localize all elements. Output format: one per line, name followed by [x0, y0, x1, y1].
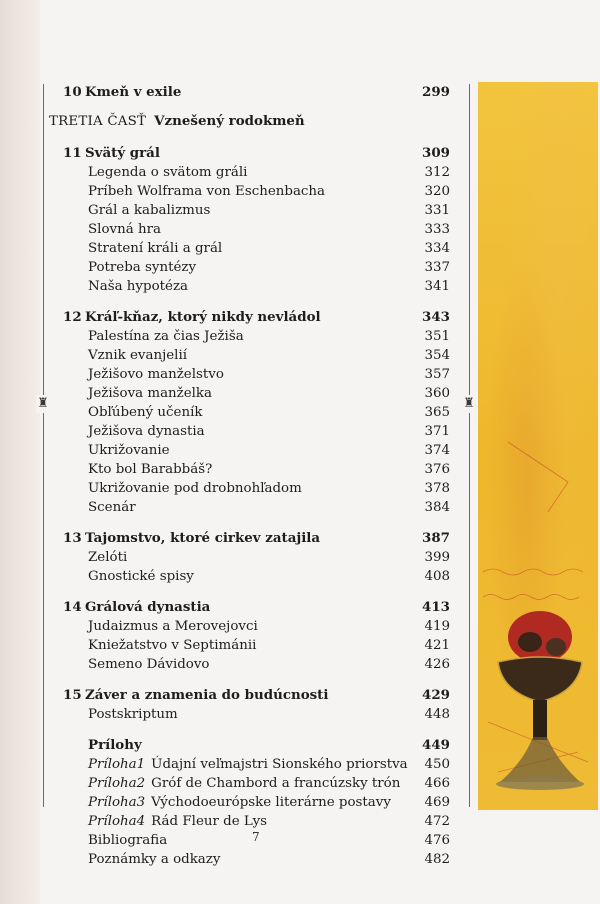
- toc-appendix-row[interactable]: [48, 755, 450, 774]
- bell-pin-icon: ♜: [463, 396, 475, 411]
- section-title: Stratení králi a grál: [88, 241, 223, 256]
- page-number: 365: [424, 405, 450, 420]
- toc-appendix-row[interactable]: [48, 812, 450, 831]
- page-number: 360: [424, 386, 450, 401]
- page-number: 357: [424, 367, 450, 382]
- toc-appendix-row[interactable]: [48, 774, 450, 793]
- toc-section-row[interactable]: [48, 498, 450, 517]
- section-title: Obľúbený učeník: [88, 405, 203, 420]
- chapter-title: Záver a znamenia do budúcnosti: [85, 687, 329, 703]
- page-number: 354: [424, 348, 450, 363]
- toc-part-heading: [48, 110, 450, 132]
- section-title: Vznik evanjelií: [88, 348, 188, 363]
- bell-pin-icon: ♜: [37, 396, 49, 411]
- section-title: Judaizmus a Merovejovci: [88, 619, 258, 634]
- section-title: Ježišova dynastia: [88, 424, 205, 439]
- section-title: Gnostické spisy: [88, 569, 194, 584]
- chapter-number: 11: [63, 145, 82, 161]
- toc-section-row[interactable]: [48, 422, 450, 441]
- page-number: 384: [424, 500, 450, 515]
- appendix-label: Príloha4: [88, 814, 146, 829]
- toc-section-row[interactable]: [48, 327, 450, 346]
- chapter-number: 15: [63, 687, 82, 703]
- chapter-number: 10: [63, 84, 82, 100]
- page-number: 320: [424, 184, 450, 199]
- section-title: Naša hypotéza: [88, 279, 188, 294]
- toc-chapter-row[interactable]: [48, 144, 450, 163]
- chapter-number: 13: [63, 530, 82, 546]
- part-label: TRETIA ČASŤ: [49, 114, 147, 129]
- decorative-image-strip: [478, 82, 598, 810]
- appendix-title: Gróf de Chambord a francúzsky trón: [151, 776, 401, 791]
- toc-section-row[interactable]: [48, 850, 450, 869]
- toc-section-row[interactable]: [48, 617, 450, 636]
- page-number: 421: [424, 638, 450, 653]
- section-title: Ukrižovanie pod drobnohľadom: [88, 481, 302, 496]
- toc-section-row[interactable]: [48, 655, 450, 674]
- page-number: 343: [422, 309, 450, 325]
- chapter-title: Kmeň v exile: [85, 84, 182, 100]
- page-number: 476: [424, 833, 450, 848]
- right-border-rule: [469, 84, 470, 807]
- chapter-title: Tajomstvo, ktoré cirkev zatajila: [85, 530, 321, 546]
- page-folio-number: 7: [252, 830, 260, 844]
- section-title: Scenár: [88, 500, 136, 515]
- page-number: 448: [424, 707, 450, 722]
- toc-chapter-row[interactable]: [48, 686, 450, 705]
- section-title: Ježišovo manželstvo: [88, 367, 224, 382]
- page-number: 371: [424, 424, 450, 439]
- section-title: Ukrižovanie: [88, 443, 170, 458]
- section-title: Kniežatstvo v Septimánii: [88, 638, 257, 653]
- toc-appendix-row[interactable]: [48, 793, 450, 812]
- appendix-label: Príloha3: [88, 795, 146, 810]
- toc-section-row[interactable]: [48, 239, 450, 258]
- page-number: 482: [424, 852, 450, 867]
- page-number: 408: [424, 569, 450, 584]
- page-number: 337: [424, 260, 450, 275]
- page-number: 466: [424, 776, 450, 791]
- toc-section-row[interactable]: [48, 384, 450, 403]
- table-of-contents: [48, 83, 450, 869]
- section-title: Potreba syntézy: [88, 260, 197, 275]
- section-title: Poznámky a odkazy: [88, 852, 221, 867]
- toc-section-row[interactable]: [48, 277, 450, 296]
- page-number: 472: [424, 814, 450, 829]
- page-number: 374: [424, 443, 450, 458]
- chapter-title: Svätý grál: [85, 145, 160, 161]
- page-number: 387: [422, 530, 450, 546]
- page-number: 376: [424, 462, 450, 477]
- part-name: Vznešený rodokmeň: [154, 113, 305, 129]
- toc-chapter-row[interactable]: [48, 529, 450, 548]
- page-number: 449: [422, 737, 450, 753]
- section-title: Palestína za čias Ježiša: [88, 329, 244, 344]
- toc-section-row[interactable]: [48, 567, 450, 586]
- toc-section-row[interactable]: [48, 365, 450, 384]
- toc-chapter-row[interactable]: [48, 83, 450, 102]
- chapter-title: Kráľ-kňaz, ktorý nikdy nevládol: [85, 309, 321, 325]
- toc-section-row[interactable]: [48, 441, 450, 460]
- section-title: Kto bol Barabbáš?: [88, 462, 213, 477]
- appendix-title: Východoeurópske literárne postavy: [151, 795, 391, 810]
- section-title: Ježišova manželka: [88, 386, 213, 401]
- chapter-number: 12: [63, 309, 82, 325]
- toc-section-row[interactable]: [48, 201, 450, 220]
- page-number: 331: [424, 203, 450, 218]
- page-number: 351: [424, 329, 450, 344]
- toc-chapter-row[interactable]: [48, 598, 450, 617]
- appendix-title: Rád Fleur de Lys: [151, 814, 267, 829]
- chapter-title: Grálová dynastia: [85, 599, 211, 615]
- page-number: 469: [424, 795, 450, 810]
- toc-chapter-row[interactable]: [48, 308, 450, 327]
- toc-section-row[interactable]: [48, 258, 450, 277]
- page-number: 450: [424, 757, 450, 772]
- page-number: 334: [424, 241, 450, 256]
- appendix-label: Príloha1: [88, 757, 146, 772]
- section-title: Postskriptum: [88, 707, 178, 722]
- left-border-rule: [43, 84, 44, 807]
- appendix-label: Príloha2: [88, 776, 146, 791]
- page-number: 299: [422, 84, 450, 100]
- page-number: 312: [424, 165, 450, 180]
- toc-section-row[interactable]: [48, 182, 450, 201]
- page-number: 399: [424, 550, 450, 565]
- toc-section-row[interactable]: [48, 163, 450, 182]
- section-title: Zelóti: [88, 550, 128, 565]
- appendices-title: Prílohy: [88, 737, 142, 753]
- page-gutter-shade: [0, 0, 40, 904]
- page-number: 413: [422, 599, 450, 615]
- toc-appendices-heading[interactable]: [48, 736, 450, 755]
- section-title: Slovná hra: [88, 222, 161, 237]
- toc-section-row[interactable]: [48, 460, 450, 479]
- page-number: 309: [422, 145, 450, 161]
- grail-chalice-icon: [478, 82, 598, 810]
- toc-section-row[interactable]: [48, 636, 450, 655]
- chapter-number: 14: [63, 599, 82, 615]
- section-title: Semeno Dávidovo: [88, 657, 210, 672]
- toc-section-row[interactable]: [48, 831, 450, 850]
- toc-section-row[interactable]: [48, 220, 450, 239]
- page-number: 341: [424, 279, 450, 294]
- page-number: 333: [424, 222, 450, 237]
- section-title: Legenda o svätom gráli: [88, 165, 248, 180]
- section-title: Bibliografia: [88, 833, 168, 848]
- toc-section-row[interactable]: [48, 479, 450, 498]
- toc-section-row[interactable]: [48, 346, 450, 365]
- page-number: 378: [424, 481, 450, 496]
- toc-section-row[interactable]: [48, 403, 450, 422]
- toc-section-row[interactable]: [48, 548, 450, 567]
- section-title: Príbeh Wolframa von Eschenbacha: [88, 184, 326, 199]
- appendix-title: Údajní veľmajstri Sionského priorstva: [151, 757, 408, 772]
- toc-section-row[interactable]: [48, 705, 450, 724]
- section-title: Grál a kabalizmus: [88, 203, 211, 218]
- page-number: 429: [422, 687, 450, 703]
- page-number: 426: [424, 657, 450, 672]
- page-number: 419: [424, 619, 450, 634]
